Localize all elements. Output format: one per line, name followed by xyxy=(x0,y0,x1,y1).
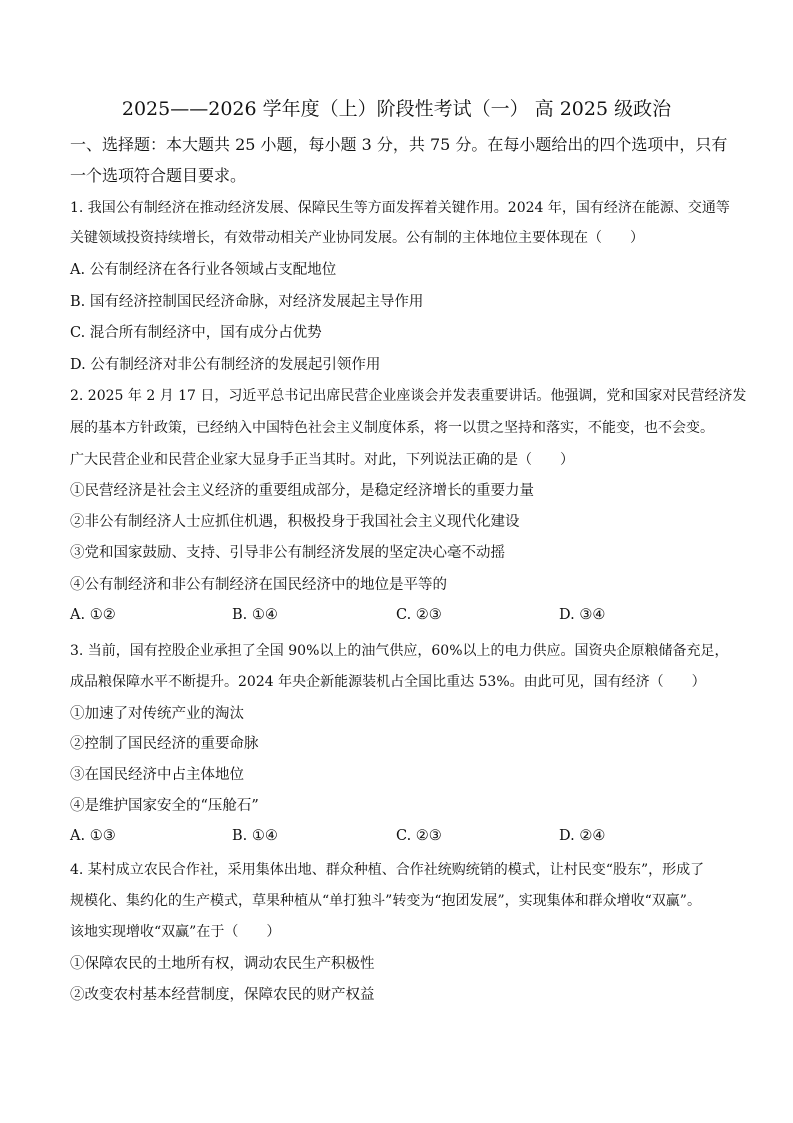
q3-statement-1: ①加速了对传统产业的淘汰 xyxy=(70,706,244,722)
q2-option-a: A. ①② xyxy=(70,607,116,623)
q2-option-d: D. ③④ xyxy=(559,607,606,623)
q1-option-b: B. 国有经济控制国民经济命脉，对经济发展起主导作用 xyxy=(70,294,424,310)
q3-stem-line-2: 成品粮保障水平不断提升。2024 年央企新能源装机占全国比重达 53%。由此可见，国有经济（ ） xyxy=(70,674,706,690)
q1-stem-line-1: 1. 我国公有制经济在推动经济发展、保障民生等方面发挥着关键作用。2024 年，国有经济在能源、交通等 xyxy=(70,200,730,216)
q2-stem-line-3: 广大民营企业和民营企业家大显身手正当其时。对此，下列说法正确的是（ ） xyxy=(70,452,574,468)
q3-statement-2: ②控制了国民经济的重要命脉 xyxy=(70,736,259,752)
page-title: 2025——2026 学年度（上）阶段性考试（一） 高 2025 级政治 xyxy=(121,98,672,120)
q2-statement-3: ③党和国家鼓励、支持、引导非公有制经济发展的坚定决心毫不动摇 xyxy=(70,545,505,561)
q3-option-d: D. ②④ xyxy=(559,828,606,844)
q1-option-c: C. 混合所有制经济中，国有成分占优势 xyxy=(70,325,322,341)
q4-stem-line-3: 该地实现增收“双赢”在于（ ） xyxy=(70,924,281,940)
q3-options-row xyxy=(70,828,730,848)
q4-statement-2: ②改变农村基本经营制度，保障农民的财产权益 xyxy=(70,987,375,1003)
q4-statement-1: ①保障农民的土地所有权，调动农民生产积极性 xyxy=(70,956,375,972)
q3-statement-4: ④是维护国家安全的“压舱石” xyxy=(70,798,259,814)
q1-option-a: A. 公有制经济在各行业各领域占支配地位 xyxy=(70,262,337,278)
q3-stem-line-1: 3. 当前，国有控股企业承担了全国 90%以上的油气供应，60%以上的电力供应。国资央企原粮储备充足， xyxy=(70,643,729,659)
q2-statement-2: ②非公有制经济人士应抓住机遇，积极投身于我国社会主义现代化建设 xyxy=(70,514,520,530)
q4-stem-line-2: 规模化、集约化的生产模式，草果种植从“单打独斗”转变为“抱团发展”，实现集体和群众增收“双赢”。 xyxy=(70,893,701,909)
q2-options-row xyxy=(70,607,730,627)
q1-option-d: D. 公有制经济对非公有制经济的发展起引领作用 xyxy=(70,357,381,373)
q2-stem-line-2: 展的基本方针政策，已经纳入中国特色社会主义制度体系，将一以贯之坚持和落实，不能变，也不会变。 xyxy=(70,420,714,436)
q2-stem-line-1: 2. 2025 年 2 月 17 日，习近平总书记出席民营企业座谈会并发表重要讲话。他强调，党和国家对民营经济发 xyxy=(70,388,747,404)
q3-option-c: C. ②③ xyxy=(396,828,442,844)
q2-statement-4: ④公有制经济和非公有制经济在国民经济中的地位是平等的 xyxy=(70,577,447,593)
q2-option-c: C. ②③ xyxy=(396,607,442,623)
q2-statement-1: ①民营经济是社会主义经济的重要组成部分，是稳定经济增长的重要力量 xyxy=(70,483,534,499)
q3-statement-3: ③在国民经济中占主体地位 xyxy=(70,767,244,783)
section-instruction-line-2: 一个选项符合题目要求。 xyxy=(70,166,247,185)
q1-stem-line-2: 关键领域投资持续增长，有效带动相关产业协同发展。公有制的主体地位主要体现在（ ） xyxy=(70,230,644,246)
q4-stem-line-1: 4. 某村成立农民合作社，采用集体出地、群众种植、合作社统购统销的模式，让村民变“股东”，形成了 xyxy=(70,862,705,878)
q3-option-a: A. ①③ xyxy=(70,828,116,844)
q3-option-b: B. ①④ xyxy=(232,828,278,844)
q2-option-b: B. ①④ xyxy=(232,607,278,623)
section-instruction-line-1: 一、选择题：本大题共 25 小题，每小题 3 分，共 75 分。在每小题给出的四个选项中，只有 xyxy=(70,135,728,154)
